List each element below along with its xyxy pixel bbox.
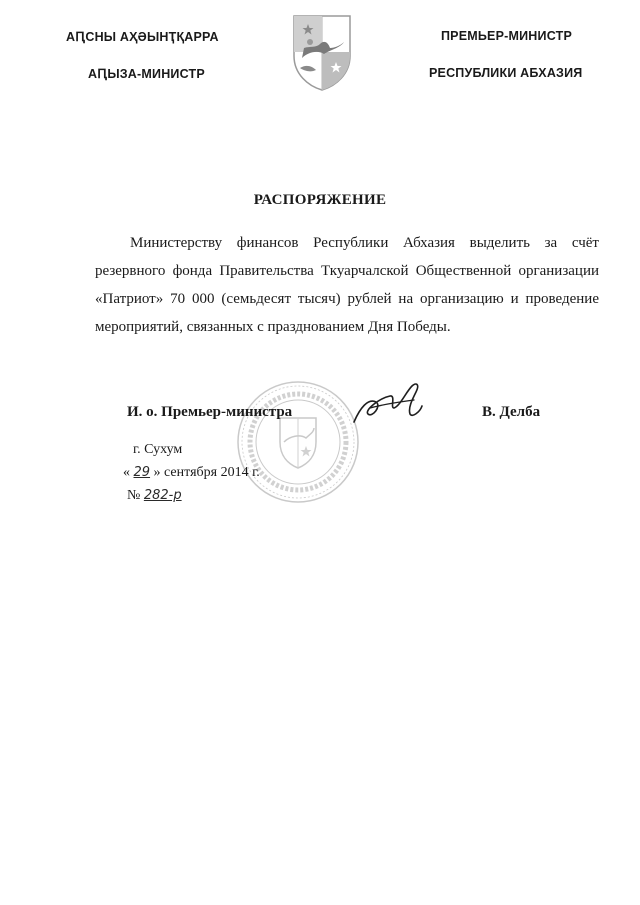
signer-role: И. о. Премьер-министра	[127, 404, 293, 420]
state-emblem-icon	[290, 12, 354, 92]
header-left-line1: АԤСНЫ АҲӘЫНҬҚАРРА	[66, 30, 219, 44]
signer-name: В. Делба	[482, 404, 541, 420]
date-day: 29	[133, 465, 151, 480]
document-title: РАСПОРЯЖЕНИЕ	[253, 192, 387, 208]
header-right-line2: РЕСПУБЛИКИ АБХАЗИЯ	[429, 66, 583, 80]
document-number	[127, 488, 182, 504]
order-paragraph: Министерству финансов Республики Абхазия выделить за счёт резервного фонда Правительства Ткуарчалской Общественной организации «Патриот» 70 000 (семьдесят тысяч) рублей на организацию и проведение мероприятий, связанных с празднованием Дня Победы.	[95, 235, 599, 335]
header-right-line1: ПРЕМЬЕР-МИНИСТР	[441, 29, 572, 43]
header-left-line2: АԤЫЗА-МИНИСТР	[88, 67, 205, 81]
date-open-quote: «	[123, 465, 130, 480]
official-seal-stamp	[236, 380, 360, 504]
number-value: 282-р	[143, 488, 182, 503]
document-date	[123, 465, 260, 481]
date-rest: » сентября 2014 г.	[153, 465, 260, 480]
document-body	[95, 229, 599, 341]
document-city: г. Сухум	[133, 442, 183, 457]
handwritten-signature	[350, 378, 440, 432]
number-prefix: №	[127, 488, 141, 503]
